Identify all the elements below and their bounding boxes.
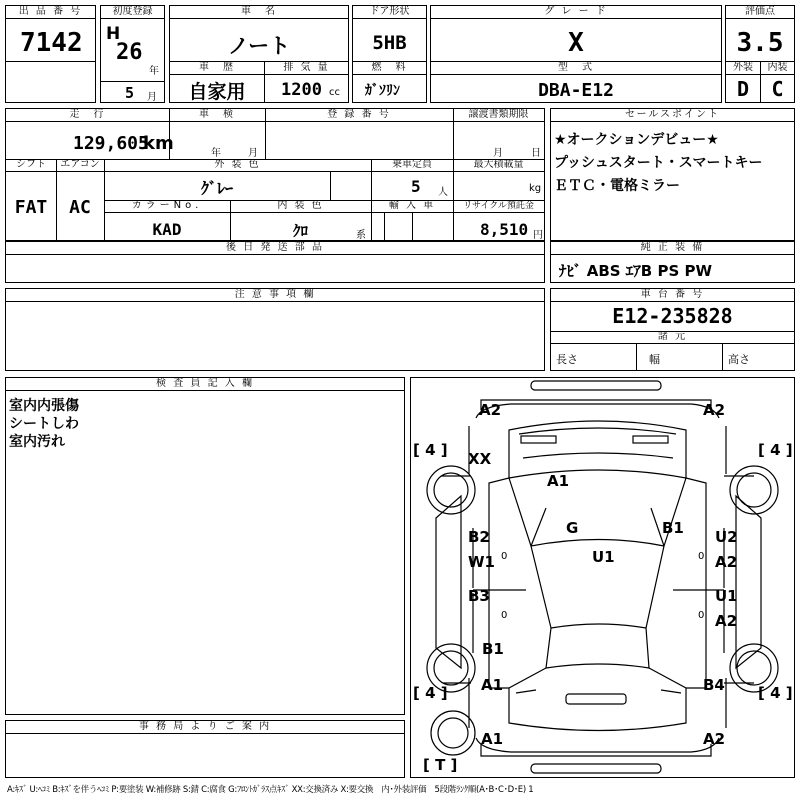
transfer-month-unit: 月	[493, 148, 503, 159]
damage-mark: U1	[715, 587, 738, 605]
mileage-value: 129,605	[73, 133, 149, 154]
shift-value: FAT	[14, 197, 48, 218]
equipment-label: 純 正 装 備	[551, 242, 794, 255]
later-parts-box	[5, 241, 545, 283]
int-color-value: ｸﾛ	[292, 222, 308, 240]
damage-mark: G	[566, 519, 579, 537]
sales-point-line: ＥＴＣ・電格ミラー	[554, 178, 680, 194]
first-reg-month: 5	[125, 84, 135, 102]
shift-label: シフト	[6, 159, 56, 172]
ext-grade-value: D	[736, 77, 750, 101]
plate-label: 登 録 番 号	[265, 109, 453, 122]
spec-width: 幅	[649, 353, 660, 366]
capacity-unit: 人	[438, 187, 448, 198]
capacity-label: 乗車定員	[371, 159, 453, 172]
car-name-label: 車 名	[170, 6, 348, 19]
color-no-label: カラーNo.	[104, 200, 230, 213]
first-reg-month-unit: 月	[147, 92, 157, 103]
displacement-value: 1200	[281, 80, 322, 100]
grade-value: X	[568, 28, 584, 58]
lot-label: 出 品 番 号	[6, 6, 95, 19]
damage-mark: B1	[482, 640, 504, 658]
first-reg-year: 26	[116, 40, 143, 65]
history-label: 車 歴	[170, 62, 264, 75]
model-label: 型 式	[431, 62, 721, 75]
car-outline	[411, 378, 794, 777]
tire-fr: [ 4 ]	[758, 441, 793, 459]
int-grade-value: C	[771, 77, 784, 101]
transfer-label: 譲渡書類期限	[453, 109, 544, 122]
chassis-label: 車 台 番 号	[551, 289, 794, 302]
inspector-line: シートしわ	[9, 416, 79, 432]
glass-mark: 0	[501, 551, 508, 562]
inspector-line: 室内内張傷	[9, 398, 79, 414]
damage-mark: B4	[703, 676, 725, 694]
first-reg-era: H	[106, 24, 121, 44]
chassis-value: E12-235828	[612, 304, 733, 328]
spec-length: 長さ	[556, 353, 578, 366]
damage-mark: A1	[481, 676, 504, 694]
glass-mark: 0	[501, 610, 508, 621]
int-grade-box	[760, 61, 795, 103]
history-box	[169, 61, 265, 103]
displacement-box	[264, 61, 349, 103]
displacement-unit: cc	[329, 87, 340, 98]
aircon-label: エアコン	[56, 159, 104, 172]
office-label: 事 務 局 よ り ご 案 内	[6, 721, 404, 734]
tire-fl: [ 4 ]	[413, 441, 448, 459]
aircon-value: AC	[69, 197, 91, 218]
first-reg-label: 初度登録	[101, 6, 164, 19]
damage-mark: A2	[715, 612, 738, 630]
displacement-label: 排 気 量	[265, 62, 348, 75]
recycle-unit: 円	[533, 230, 543, 241]
int-color-unit: 系	[356, 230, 366, 241]
car-name-box	[169, 5, 349, 62]
fuel-box	[352, 61, 427, 103]
lot-box	[5, 5, 96, 103]
legend: A:ｷｽﾞ U:ﾍｺﾐ B:ｷｽﾞを伴うﾍｺﾐ P:要塗装 W:補修跡 S:錆 C:腐食 G:ﾌﾛﾝﾄｶﾞﾗｽ点ｷｽﾞ XX:交換済み X:要交換 内･外装評価 5段階ﾗﾝｸ順(A･B･C･D･E) 1	[7, 785, 534, 795]
damage-mark: U2	[715, 528, 738, 546]
lot-number: 7142	[20, 28, 83, 58]
spec-height: 高さ	[728, 353, 750, 366]
office-box	[5, 720, 405, 778]
score-label: 評価点	[726, 6, 794, 19]
info-grid	[5, 108, 545, 241]
specs-label: 諸 元	[551, 331, 794, 344]
glass-mark: 0	[698, 551, 705, 562]
transfer-day-unit: 日	[531, 148, 541, 159]
car-name-value: ノート	[227, 34, 291, 58]
inspector-label: 検 査 員 記 入 欄	[6, 378, 404, 391]
door-box	[352, 5, 427, 62]
model-value: DBA-E12	[538, 80, 614, 101]
grade-label: グ レ ー ド	[431, 6, 721, 19]
later-parts-label: 後 日 発 送 部 品	[6, 242, 544, 255]
load-unit: kg	[529, 183, 542, 194]
load-label: 最大積載量	[453, 159, 544, 172]
damage-mark: A2	[703, 730, 726, 748]
equipment-value: ﾅﾋﾞ ABS ｴｱB PS PW	[559, 262, 713, 280]
glass-mark: 0	[698, 610, 705, 621]
grade-box	[430, 5, 722, 62]
inspection-month-unit: 月	[248, 148, 258, 159]
capacity-value: 5	[411, 177, 421, 196]
notes-label: 注 意 事 項 欄	[6, 289, 544, 302]
ext-color-label: 外 装 色	[104, 159, 371, 172]
inspection-year-unit: 年	[211, 148, 221, 159]
damage-mark: W1	[468, 553, 495, 571]
spare-tire: [ T ]	[423, 756, 458, 774]
sales-point-line: ★オークションデビュー★	[554, 132, 719, 148]
history-value: 自家用	[188, 81, 246, 103]
sales-points-label: セールスポイント	[551, 109, 794, 122]
mileage-unit: km	[143, 133, 174, 154]
score-box	[725, 5, 795, 62]
equipment-box	[550, 241, 795, 283]
notes-box	[5, 288, 545, 371]
inspector-box	[5, 377, 405, 715]
door-label: ドア形状	[353, 6, 426, 19]
mileage-label: 走 行	[6, 109, 169, 122]
damage-mark: XX	[468, 450, 492, 468]
fuel-value: ｶﾞｿﾘﾝ	[365, 83, 400, 99]
import-label: 輸 入 車	[371, 200, 453, 213]
recycle-value: 8,510	[480, 220, 529, 239]
damage-mark: A2	[479, 401, 502, 419]
damage-mark: A2	[715, 553, 738, 571]
inspector-line: 室内汚れ	[9, 434, 65, 450]
int-grade-label: 内装	[761, 62, 794, 75]
damage-mark: B1	[662, 519, 684, 537]
damage-mark: A2	[703, 401, 726, 419]
first-reg-year-unit: 年	[149, 66, 159, 77]
tire-rr: [ 4 ]	[758, 684, 793, 702]
fuel-label: 燃 料	[353, 62, 426, 75]
damage-mark: B2	[468, 528, 490, 546]
tire-rl: [ 4 ]	[413, 684, 448, 702]
recycle-label: リサイクル預託金	[453, 200, 544, 213]
car-diagram	[410, 377, 795, 778]
damage-mark: A1	[547, 472, 570, 490]
chassis-box	[550, 288, 795, 371]
damage-mark: B3	[468, 587, 490, 605]
damage-mark: U1	[592, 548, 615, 566]
first-reg-box	[100, 5, 165, 103]
sales-points-box	[550, 108, 795, 241]
color-no-value: KAD	[152, 220, 182, 239]
door-value: 5HB	[372, 32, 407, 54]
sales-point-line: プッシュスタート・スマートキー	[554, 155, 763, 171]
damage-mark: A1	[481, 730, 504, 748]
model-box	[430, 61, 722, 103]
int-color-label: 内 装 色	[230, 200, 371, 213]
ext-color-value: ｸﾞﾚｰ	[200, 179, 233, 198]
ext-grade-label: 外装	[726, 62, 760, 75]
ext-grade-box	[725, 61, 761, 103]
inspection-label: 車 検	[169, 109, 265, 122]
score-value: 3.5	[736, 28, 784, 58]
